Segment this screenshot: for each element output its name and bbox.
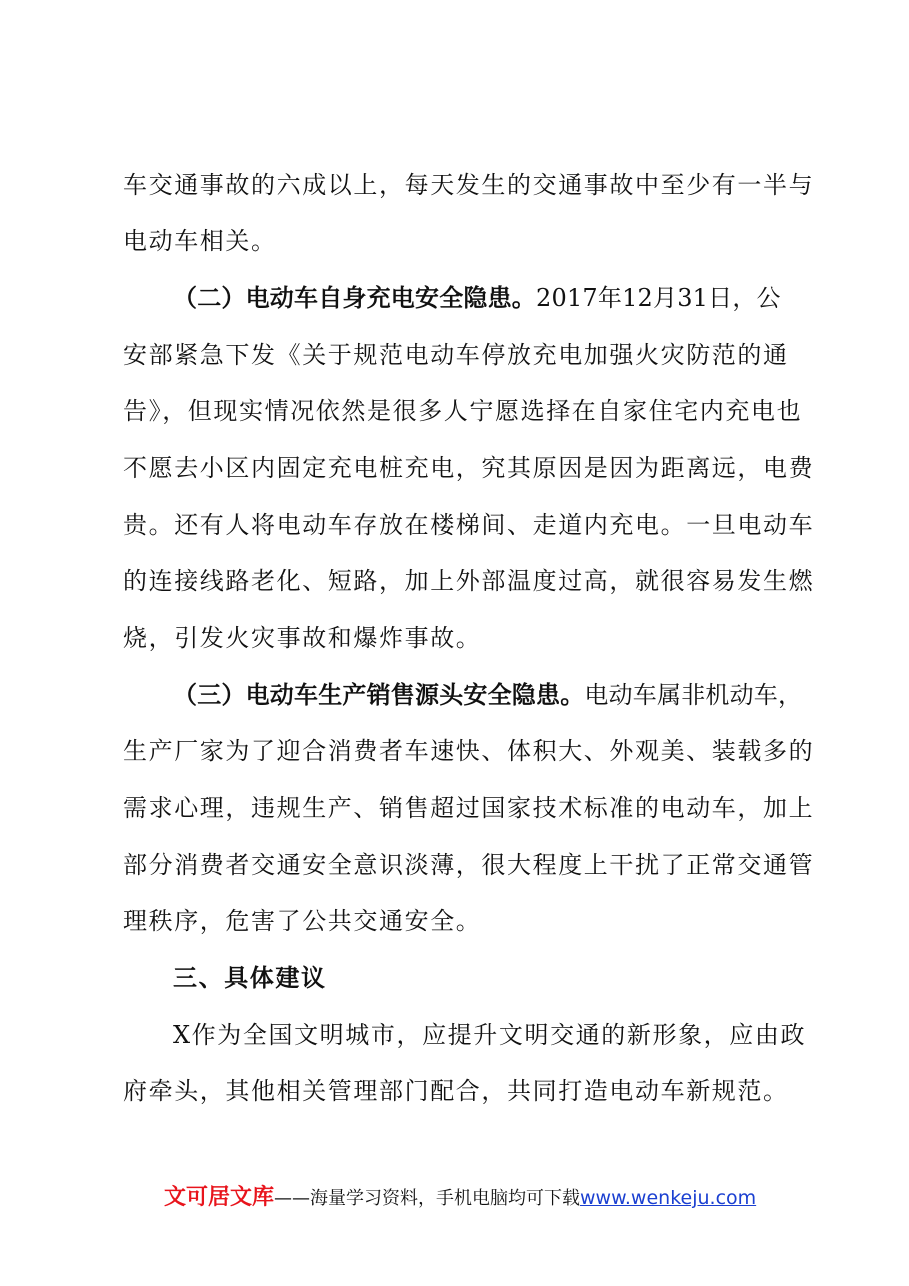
text-line: 烧，引发火灾事故和爆炸事故。 — [123, 624, 482, 652]
text-line: 府牵头，其他相关管理部门配合，共同打造电动车新规范。 — [123, 1077, 789, 1105]
footer-banner — [164, 1180, 756, 1212]
text-line: 电动车相关。 — [123, 227, 277, 255]
site-link[interactable]: www.wenkeju.com — [580, 1187, 757, 1209]
section-heading-line — [173, 283, 853, 313]
text-line: 的连接线路老化、短路，加上外部温度过高，就很容易发生燃 — [123, 567, 815, 595]
section-heading: （三）电动车生产销售源头安全隐患。 — [173, 680, 585, 709]
text-run: 2017年12月31日，公 — [536, 284, 781, 312]
text-line: 不愿去小区内固定充电桩充电，究其原因是因为距离远，电费 — [123, 454, 815, 482]
text-line: 需求心理，违规生产、销售超过国家技术标准的电动车，加上 — [123, 794, 815, 822]
text-run: 电动车属非机动车， — [584, 681, 803, 709]
text-line: X作为全国文明城市，应提升文明交通的新形象，应由政 — [173, 1021, 807, 1049]
text-line: 生产厂家为了迎合消费者车速快、体积大、外观美、装载多的 — [123, 737, 815, 765]
text-line: 理秩序，危害了公共交通安全。 — [123, 907, 482, 935]
text-line: 告》，但现实情况依然是很多人宁愿选择在自家住宅内充电也 — [123, 397, 803, 425]
section-heading: （二）电动车自身充电安全隐患。 — [173, 283, 536, 312]
section-heading: 三、具体建议 — [173, 963, 327, 992]
text-line: 安部紧急下发《关于规范电动车停放充电加强火灾防范的通 — [123, 341, 789, 369]
section-heading-line — [173, 680, 853, 710]
footer-tagline: ——海量学习资料，手机电脑均可下载 — [274, 1188, 581, 1209]
brand-name: 文可居文库 — [164, 1185, 275, 1210]
text-line: 部分消费者交通安全意识淡薄，很大程度上干扰了正常交通管 — [123, 851, 815, 879]
text-line: 车交通事故的六成以上，每天发生的交通事故中至少有一半与 — [123, 171, 815, 199]
text-line: 贵。还有人将电动车存放在楼梯间、走道内充电。一旦电动车 — [123, 511, 815, 539]
